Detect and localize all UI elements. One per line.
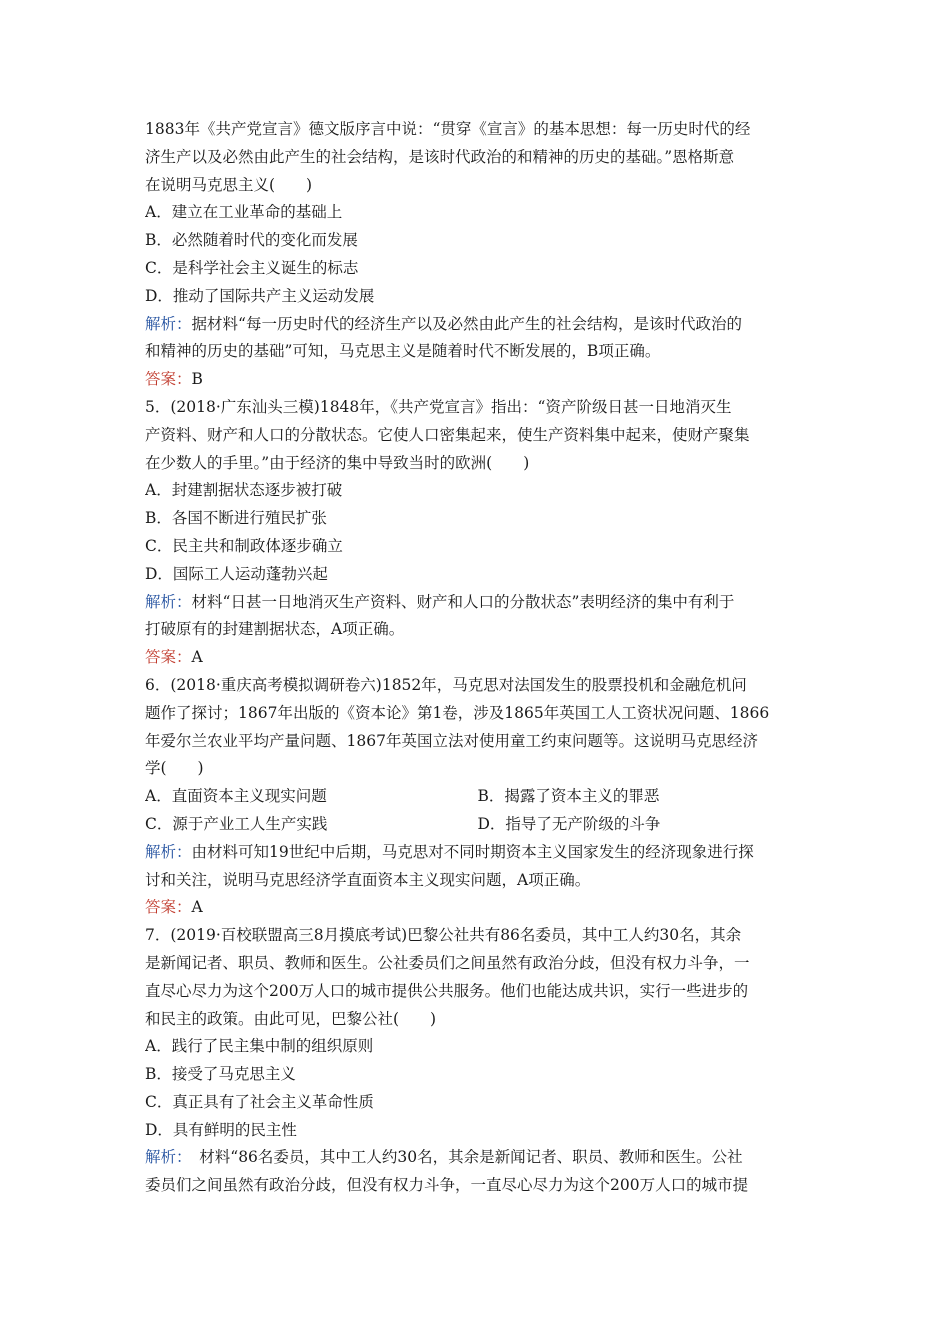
analysis-label: 解析： xyxy=(145,842,192,861)
q5-option-a: A．封建割据状态逐步被打破 xyxy=(145,481,343,500)
q5-answer xyxy=(145,644,810,672)
answer-value: A xyxy=(191,648,203,667)
answer-value: B xyxy=(191,370,203,389)
q6-answer xyxy=(145,894,810,922)
q4-stem-line: 济生产以及必然由此产生的社会结构，是该时代政治的和精神的历史的基础。”恩格斯意 xyxy=(145,147,735,166)
q6-analysis xyxy=(145,839,810,867)
q4-option-b: B．必然随着时代的变化而发展 xyxy=(145,231,358,250)
q7-analysis xyxy=(145,1144,810,1172)
q7-stem-line: 7．(2019·百校联盟高三8月摸底考试)巴黎公社共有86名委员，其中工人约30名，其余 xyxy=(145,926,742,945)
q6-stem-line: 题作了探讨；1867年出版的《资本论》第1卷，涉及1865年英国工人工资状况问题、1866 xyxy=(145,703,770,722)
answer-value: A xyxy=(191,898,203,917)
q5-stem-line: 在少数人的手里。”由于经济的集中导致当时的欧洲( ) xyxy=(145,453,530,472)
q6-stem-line: 年爱尔兰农业平均产量问题、1867年英国立法对使用童工约束问题等。这说明马克思经济 xyxy=(145,731,758,750)
q5-stem-line: 产资料、财产和人口的分散状态。它使人口密集起来，使生产资料集中起来，使财产聚集 xyxy=(145,425,750,444)
q6-option-c: C．源于产业工人生产实践 xyxy=(145,814,328,833)
q7-analysis-line: 委员们之间虽然有政治分歧，但没有权力斗争，一直尽心尽力为这个200万人口的城市提 xyxy=(145,1176,749,1195)
q6-analysis-line: 讨和关注，说明马克思经济学直面资本主义现实问题，A项正确。 xyxy=(145,870,591,889)
q4-stem-line: 在说明马克思主义( ) xyxy=(145,175,313,194)
analysis-text: 材料“86名委员，其中工人约30名，其余是新闻记者、职员、教师和医生。公社 xyxy=(183,1148,743,1167)
q6-stem-line: 6．(2018·重庆高考模拟调研卷六)1852年，马克思对法国发生的股票投机和金融危机问 xyxy=(145,675,747,694)
q5-stem-line: 5．(2018·广东汕头三模)1848年，《共产党宣言》指出：“资产阶级日甚一日地消灭生 xyxy=(145,397,732,416)
q5-option-c: C．民主共和制政体逐步确立 xyxy=(145,536,343,555)
q6-option-b: B．揭露了资本主义的罪恶 xyxy=(477,787,660,806)
q7-option-b: B．接受了马克思主义 xyxy=(145,1065,296,1084)
q4-option-d: D．推动了国际共产主义运动发展 xyxy=(145,286,375,305)
q6-options-row xyxy=(145,811,810,839)
answer-label: 答案： xyxy=(145,898,192,917)
q7-option-c: C．真正具有了社会主义革命性质 xyxy=(145,1092,374,1111)
q4-stem-line: 1883年《共产党宣言》德文版序言中说：“贯穿《宣言》的基本思想：每一历史时代的经 xyxy=(145,120,751,138)
q5-analysis xyxy=(145,589,810,617)
q5-option-b: B．各国不断进行殖民扩张 xyxy=(145,509,327,528)
q4-analysis-line: 和精神的历史的基础”可知，马克思主义是随着时代不断发展的，B项正确。 xyxy=(145,342,661,361)
q4-option-c: C．是科学社会主义诞生的标志 xyxy=(145,258,359,277)
document-page xyxy=(145,116,810,1200)
q7-stem-line: 是新闻记者、职员、教师和医生。公社委员们之间虽然有政治分歧，但没有权力斗争，一 xyxy=(145,953,750,972)
analysis-text: 据材料“每一历史时代的经济生产以及必然由此产生的社会结构，是该时代政治的 xyxy=(191,314,742,333)
answer-label: 答案： xyxy=(145,648,192,667)
analysis-text: 材料“日甚一日地消灭生产资料、财产和人口的分散状态”表明经济的集中有利于 xyxy=(191,592,735,611)
q4-option-a: A．建立在工业革命的基础上 xyxy=(145,203,343,222)
q6-options-row xyxy=(145,783,810,811)
q4-analysis xyxy=(145,311,810,339)
q5-analysis-line: 打破原有的封建割据状态，A项正确。 xyxy=(145,620,405,639)
q7-option-d: D．具有鲜明的民主性 xyxy=(145,1120,297,1139)
analysis-label: 解析： xyxy=(145,314,192,333)
q4-answer xyxy=(145,366,810,394)
analysis-label: 解析： xyxy=(145,1148,184,1167)
analysis-text: 由材料可知19世纪中后期，马克思对不同时期资本主义国家发生的经济现象进行探 xyxy=(191,842,754,861)
q5-option-d: D．国际工人运动蓬勃兴起 xyxy=(145,564,328,583)
q7-stem-line: 直尽心尽力为这个200万人口的城市提供公共服务。他们也能达成共识，实行一些进步的 xyxy=(145,981,749,1000)
q6-option-d: D．指导了无产阶级的斗争 xyxy=(477,814,661,833)
q6-option-a: A．直面资本主义现实问题 xyxy=(145,787,327,806)
answer-label: 答案： xyxy=(145,370,192,389)
analysis-label: 解析： xyxy=(145,592,192,611)
q6-stem-line: 学( ) xyxy=(145,759,204,778)
q7-stem-line: 和民主的政策。由此可见，巴黎公社( ) xyxy=(145,1009,437,1028)
q7-option-a: A．践行了民主集中制的组织原则 xyxy=(145,1037,374,1056)
